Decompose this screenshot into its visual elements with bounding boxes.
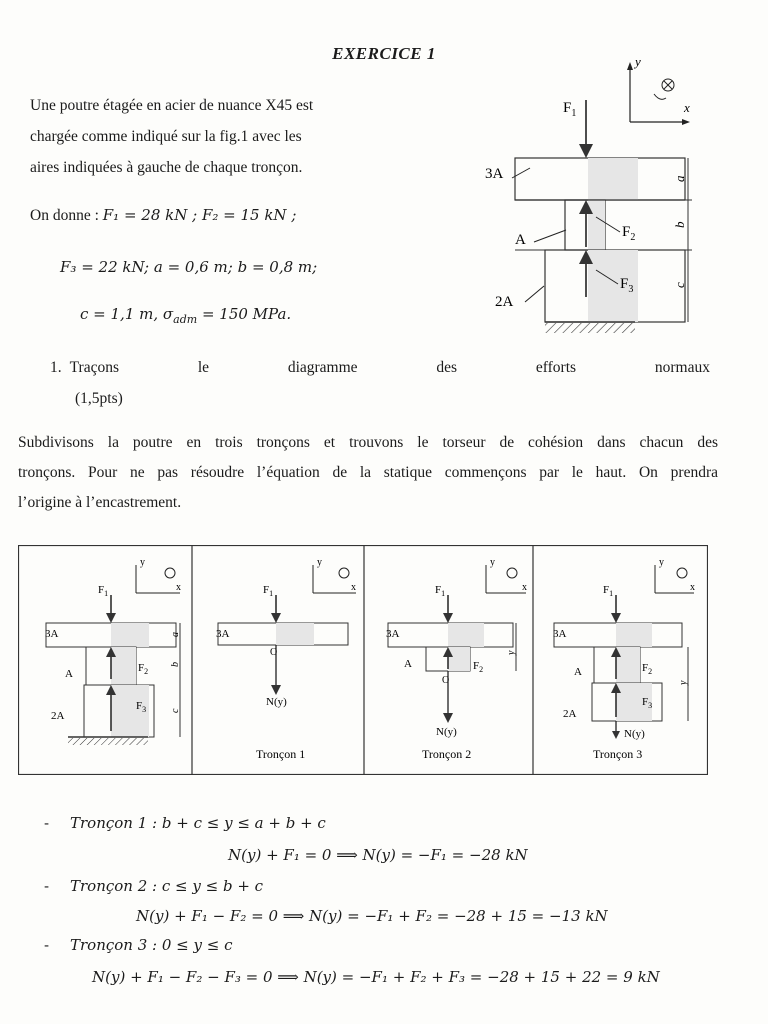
panel1-3a: 3A bbox=[216, 628, 230, 640]
question-word: des bbox=[436, 359, 458, 376]
intro-line-1 bbox=[30, 90, 370, 121]
exercise-title: EXERCICE 1 bbox=[332, 44, 436, 63]
panel3-axis-x: x bbox=[690, 582, 695, 593]
intro-paragraph bbox=[30, 90, 370, 183]
main-figure bbox=[470, 52, 710, 342]
dim-b-label: b bbox=[672, 221, 687, 228]
body-line-2: tronçons. Pour ne pas résoudre l’équation de la statique commençons par le haut. On prendra bbox=[18, 464, 718, 481]
panel0-f2: $F_2$ bbox=[138, 662, 149, 676]
axes-icon bbox=[627, 54, 690, 125]
panel-troncon-2 bbox=[386, 557, 527, 761]
shaded-core-mid bbox=[588, 200, 605, 250]
panel2-a: A bbox=[404, 658, 412, 670]
panel2-origin: O bbox=[442, 675, 450, 686]
panel0-3a: 3A bbox=[45, 628, 59, 640]
panel1-axis-x: x bbox=[351, 582, 356, 593]
axis-x-label: x bbox=[684, 100, 690, 115]
panel3-a: A bbox=[574, 666, 582, 678]
givens-line-3-end: = 150 MPa. bbox=[197, 305, 292, 323]
intro-line-3: aires indiquées à gauche de chaque tronçon. bbox=[30, 159, 303, 176]
panel2-caption: Tronçon 2 bbox=[422, 747, 472, 761]
panel2-f1: $F_1$ bbox=[435, 584, 446, 598]
givens-prefix: On donne : bbox=[30, 207, 99, 224]
f3-label: $F_3$ bbox=[620, 276, 634, 295]
panel0-2a: 2A bbox=[51, 710, 65, 722]
result-3 bbox=[44, 936, 233, 955]
result-1-heading: Tronçon 1 : b + c ≤ y ≤ a + b + c bbox=[70, 814, 326, 832]
panel2-axis-x: x bbox=[522, 582, 527, 593]
panel3-f1: $F_1$ bbox=[603, 584, 614, 598]
force-f1 bbox=[563, 100, 593, 158]
panel1-caption: Tronçon 1 bbox=[256, 747, 306, 761]
intro-line-1-text: Une poutre étagée en acier de nuance X45 est bbox=[30, 97, 314, 114]
question-word: diagramme bbox=[287, 359, 358, 376]
dim-c-label: c bbox=[672, 282, 687, 288]
givens-line-3-main: c = 1,1 m, σ bbox=[80, 305, 174, 323]
area-a-label: A bbox=[515, 232, 526, 248]
axis-y-label: y bbox=[635, 54, 641, 69]
question-1-line bbox=[50, 352, 710, 383]
givens-line-1 bbox=[30, 200, 296, 231]
result-2-equation: N(y) + F₁ − F₂ = 0 ⟹ N(y) = −F₁ + F₂ = −28 + 15 = −13 kN bbox=[136, 907, 608, 925]
givens-line-3 bbox=[80, 305, 291, 326]
panel1-normal: N(y) bbox=[266, 696, 287, 708]
question-word: efforts bbox=[535, 359, 577, 376]
dim-a-label: a bbox=[672, 175, 687, 182]
question-1-points: (1,5pts) bbox=[75, 390, 123, 407]
question-word: Traçons bbox=[69, 359, 120, 376]
panel1-axis-y: y bbox=[317, 557, 322, 568]
result-3-heading: Tronçon 3 : 0 ≤ y ≤ c bbox=[70, 936, 233, 954]
panel0-axis-y: y bbox=[140, 557, 145, 568]
result-1-equation: N(y) + F₁ = 0 ⟹ N(y) = −F₁ = −28 kN bbox=[228, 846, 528, 864]
panel-troncon-1 bbox=[216, 557, 356, 761]
result-1 bbox=[44, 814, 326, 833]
panel2-3a: 3A bbox=[386, 628, 400, 640]
panel0-axis-x: x bbox=[176, 582, 181, 593]
result-1-bullet: - bbox=[44, 814, 50, 832]
shaded-core-top bbox=[588, 158, 638, 200]
result-3-equation: N(y) + F₁ − F₂ − F₃ = 0 ⟹ N(y) = −F₁ + F₂ + F₃ = −28 + 15 + 22 = 9 kN bbox=[92, 968, 660, 986]
panel3-dim-y: y bbox=[678, 680, 689, 685]
question-1 bbox=[50, 352, 710, 414]
result-2-heading: Tronçon 2 : c ≤ y ≤ b + c bbox=[70, 877, 264, 895]
panel3-axis-y: y bbox=[659, 557, 664, 568]
ground-hatch bbox=[545, 323, 635, 333]
question-1-number: 1. bbox=[50, 359, 62, 376]
panel0-f1: $F_1$ bbox=[98, 584, 109, 598]
result-2 bbox=[44, 877, 263, 896]
panel0-a: A bbox=[65, 668, 73, 680]
panel2-axis-y: y bbox=[490, 557, 495, 568]
intro-line-2: chargée comme indiqué sur la fig.1 avec les bbox=[30, 128, 302, 145]
f2-label: $F_2$ bbox=[622, 224, 636, 243]
panel3-2a: 2A bbox=[563, 708, 577, 720]
panel1-origin: O bbox=[270, 647, 278, 658]
panel0-dim-b: b bbox=[170, 662, 181, 667]
body-line-3: l’origine à l’encastrement. bbox=[18, 494, 182, 511]
troncon-panels bbox=[18, 545, 708, 775]
panel0-f3: $F_3$ bbox=[136, 700, 147, 714]
panel1-f1: $F_1$ bbox=[263, 584, 274, 598]
givens-line-2: F₃ = 22 kN; a = 0,6 m; b = 0,8 m; bbox=[60, 258, 318, 276]
panel2-normal: N(y) bbox=[436, 726, 457, 738]
panel3-normal: N(y) bbox=[624, 728, 645, 740]
result-3-bullet: - bbox=[44, 936, 50, 954]
panel-full-beam bbox=[45, 557, 181, 745]
question-word: normaux bbox=[654, 359, 710, 376]
f1-label: $F_1$ bbox=[563, 100, 577, 119]
area-2a-label: 2A bbox=[495, 294, 514, 310]
panel2-dim-y: y bbox=[506, 650, 517, 655]
force-f2 bbox=[579, 200, 635, 247]
area-3a-label: 3A bbox=[485, 166, 504, 182]
panel3-caption: Tronçon 3 bbox=[593, 747, 643, 761]
panel2-f2: $F_2$ bbox=[473, 660, 484, 674]
givens-f1-f2: F₁ = 28 kN ; F₂ = 15 kN ; bbox=[102, 206, 297, 224]
panel0-dim-a: a bbox=[170, 632, 181, 637]
panel3-3a: 3A bbox=[553, 628, 567, 640]
body-paragraph bbox=[18, 428, 718, 518]
panel-troncon-3 bbox=[553, 557, 695, 761]
result-2-bullet: - bbox=[44, 877, 50, 895]
body-line-1: Subdivisons la poutre en trois tronçons et trouvons le torseur de cohésion dans chacun des bbox=[18, 434, 718, 451]
panel3-f2: $F_2$ bbox=[642, 662, 653, 676]
panel0-dim-c: c bbox=[170, 708, 181, 713]
question-word: le bbox=[197, 359, 210, 376]
panel3-f3: $F_3$ bbox=[642, 696, 653, 710]
givens-sigma-sub: adm bbox=[173, 313, 198, 326]
